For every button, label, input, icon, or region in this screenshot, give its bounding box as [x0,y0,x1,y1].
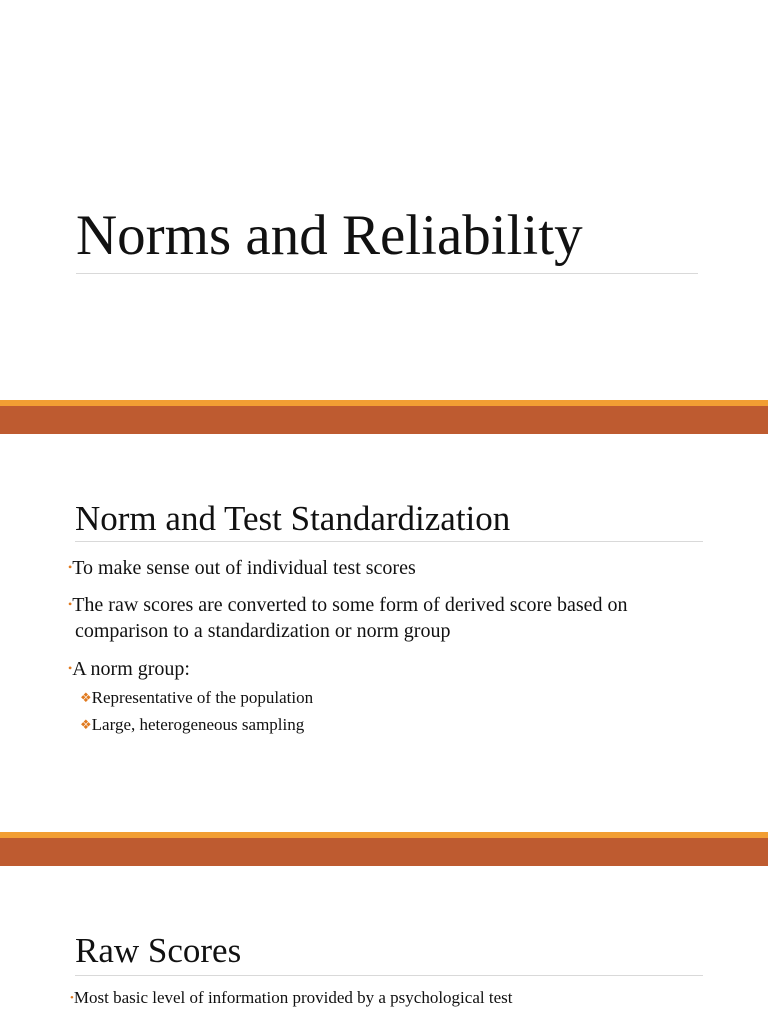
list-item [70,987,512,1009]
heading-underline [75,975,703,976]
bullet-dot-icon: • [70,992,74,1004]
list-item [68,555,416,581]
bullet-text: Most basic level of information provided by a psychological test [73,988,513,1007]
title-slide [0,0,768,400]
sub-list-item [80,714,304,737]
list-item [68,592,628,644]
four-diamond-icon: ❖ [80,690,92,705]
heading-underline [75,541,703,542]
slide-heading: Raw Scores [75,931,242,970]
title-underline [76,273,698,274]
bullet-text: To make sense out of individual test scores [72,557,416,579]
sub-bullet-text: Representative of the population [91,688,314,707]
sub-bullet-text: Large, heterogeneous sampling [91,715,305,734]
bullet-dot-icon: • [68,560,73,574]
slide-divider [0,832,768,866]
slide-heading: Norm and Test Standardization [75,499,511,538]
list-item [68,656,190,682]
four-diamond-icon: ❖ [80,717,92,732]
bullet-dot-icon: • [68,597,73,611]
slide-divider [0,400,768,434]
bullet-text-continuation: comparison to a standardization or norm group [75,620,451,642]
sub-list-item [80,687,313,710]
bullet-text: The raw scores are converted to some form of derived score based on [72,594,628,616]
bullet-text: A norm group: [72,658,190,680]
page-title: Norms and Reliability [76,204,583,267]
bullet-dot-icon: • [68,661,73,675]
